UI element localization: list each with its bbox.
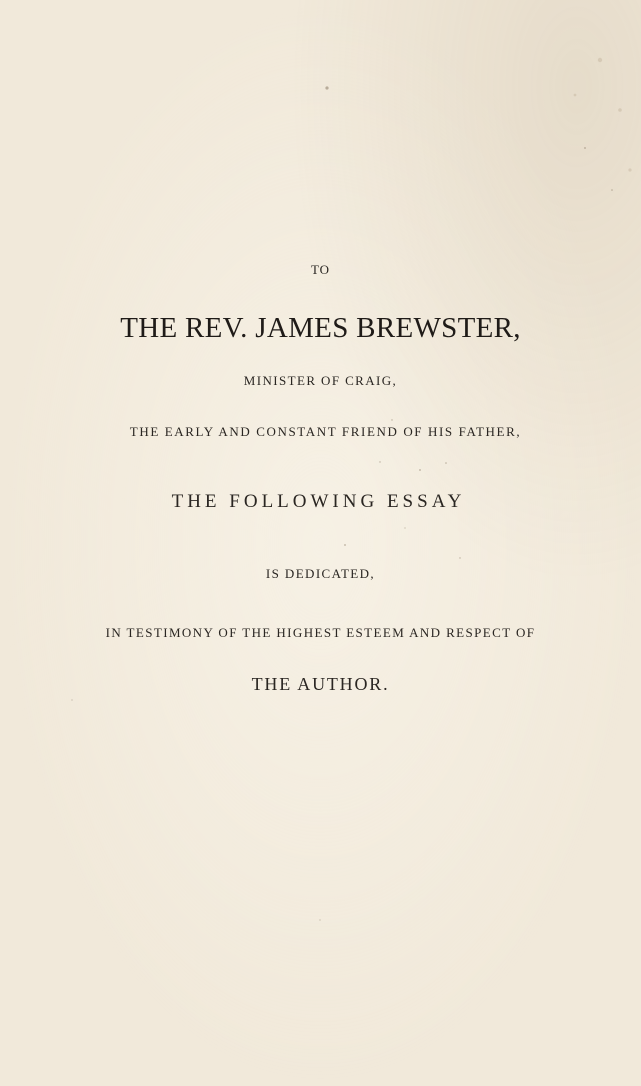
dedication-author: THE AUTHOR. [251, 674, 390, 694]
dedicatee-relation: THE EARLY AND CONSTANT FRIEND OF HIS FATHER, [129, 424, 522, 439]
dedication-statement: IS DEDICATED, [265, 566, 376, 581]
dedicatee-title: MINISTER OF CRAIG, [243, 373, 398, 388]
dedication-to: TO [310, 262, 331, 277]
dedication-testimony: IN TESTIMONY OF THE HIGHEST ESTEEM AND RESPECT OF [105, 625, 536, 640]
dedication-subject: THE FOLLOWING ESSAY [171, 491, 466, 512]
dedicatee-name: THE REV. JAMES BREWSTER, [120, 312, 521, 344]
